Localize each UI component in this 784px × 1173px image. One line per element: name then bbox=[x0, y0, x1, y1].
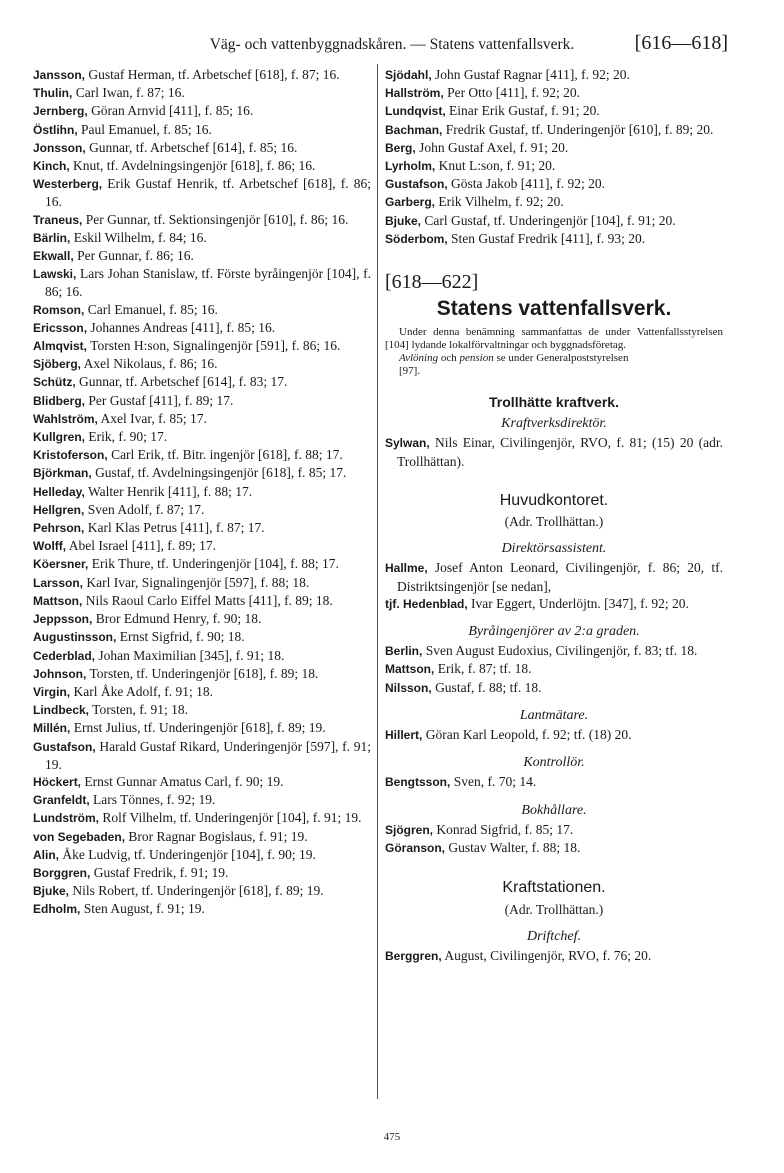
person-details: Göran Arnvid [411], f. 85; 16. bbox=[91, 103, 254, 119]
person-details: Knut L:son, f. 91; 20. bbox=[438, 158, 556, 174]
person-details: Bror Ragnar Bogislaus, f. 91; 19. bbox=[128, 828, 308, 844]
person-entry bbox=[33, 828, 371, 846]
person-name: Berggren, bbox=[385, 948, 442, 963]
person-entry bbox=[33, 719, 371, 737]
person-name: Jeppsson, bbox=[33, 612, 93, 627]
person-details: Josef Anton Leonard, Civilingenjör, f. 86; 20, tf. Distriktsingenjör [se nedan], bbox=[397, 560, 723, 594]
person-details: Rolf Vilhelm, tf. Underingenjör [104], f. 91; 19. bbox=[102, 810, 362, 826]
person-entry bbox=[33, 211, 371, 229]
page-header bbox=[0, 30, 784, 60]
person-entry bbox=[385, 559, 723, 594]
person-details: Erik Gustaf Henrik, tf. Arbetschef [618], f. 86; 16. bbox=[45, 176, 372, 210]
person-details: Åke Ludvig, tf. Underingenjör [104], f. 90; 19. bbox=[62, 846, 316, 862]
person-name: Edholm, bbox=[33, 902, 81, 917]
person-name: Westerberg, bbox=[33, 177, 103, 192]
person-name: Sjögren, bbox=[385, 822, 434, 837]
person-name: Bjuke, bbox=[385, 213, 422, 228]
section-range: [618—622] bbox=[385, 271, 479, 294]
role-kontrollor: Kontrollör. bbox=[523, 755, 585, 771]
person-name: Blidberg, bbox=[33, 393, 86, 408]
person-details: Nils Einar, Civilingenjör, RVO, f. 81; (15) 20 (adr. Trollhättan). bbox=[397, 435, 723, 469]
person-entry bbox=[33, 84, 371, 102]
person-name: Göranson, bbox=[385, 841, 446, 856]
person-details: Johannes Andreas [411], f. 85; 16. bbox=[90, 319, 276, 335]
role-bokhallare: Bokhållare. bbox=[521, 802, 587, 818]
person-name: Lawski, bbox=[33, 267, 77, 282]
person-details: Karl Åke Adolf, f. 91; 18. bbox=[73, 683, 213, 699]
person-details: Ivar Eggert, Underlöjtn. [347], f. 92; 20. bbox=[471, 595, 689, 611]
person-name: von Segebaden, bbox=[33, 829, 126, 844]
person-details: Nils Raoul Carlo Eiffel Matts [411], f. 89; 18. bbox=[85, 592, 333, 608]
person-entry bbox=[33, 301, 371, 319]
person-name: Larsson, bbox=[33, 575, 84, 590]
person-name: Ericsson, bbox=[33, 320, 88, 335]
entry-group bbox=[385, 947, 723, 965]
person-name: Wahlström, bbox=[33, 411, 98, 426]
person-details: John Gustaf Axel, f. 91; 20. bbox=[419, 139, 569, 155]
person-entry bbox=[385, 230, 723, 248]
person-details: Sven, f. 70; 14. bbox=[453, 774, 537, 790]
person-details: Carl Emanuel, f. 85; 16. bbox=[87, 301, 218, 317]
person-name: Berlin, bbox=[385, 644, 423, 659]
entry-group bbox=[385, 773, 723, 791]
person-details: Erik, f. 87; tf. 18. bbox=[437, 661, 532, 677]
person-details: Torsten H:son, Signalingenjör [591], f. 86; 16. bbox=[90, 338, 341, 354]
person-name: Traneus, bbox=[33, 212, 83, 227]
person-entry bbox=[33, 247, 371, 265]
person-name: Hillert, bbox=[385, 728, 423, 743]
person-details: Einar Erik Gustaf, f. 91; 20. bbox=[449, 103, 600, 119]
person-name: Lundström, bbox=[33, 811, 99, 826]
person-entry bbox=[33, 392, 371, 410]
person-entry bbox=[385, 193, 723, 211]
person-name: Ekwall, bbox=[33, 249, 74, 264]
person-entry bbox=[385, 642, 723, 660]
person-entry bbox=[385, 679, 723, 697]
person-details: John Gustaf Ragnar [411], f. 92; 20. bbox=[435, 67, 630, 82]
person-details: Erik, f. 90; 17. bbox=[88, 429, 168, 445]
person-details: Gustaf, tf. Avdelningsingenjör [618], f. 85; 17. bbox=[95, 465, 347, 481]
person-entry bbox=[33, 229, 371, 247]
role-driftchef: Driftchef. bbox=[526, 928, 582, 944]
person-name: Kristoferson, bbox=[33, 448, 108, 463]
person-name: Bachman, bbox=[385, 122, 443, 137]
person-details: Paul Emanuel, f. 85; 16. bbox=[81, 121, 212, 137]
note-pension: Avlöning och pension se under Generalpoststyrelsen [97]. bbox=[399, 352, 629, 378]
person-entry bbox=[33, 610, 371, 628]
person-details: Gunnar, tf. Arbetschef [614], f. 85; 16. bbox=[89, 139, 298, 155]
person-entry bbox=[385, 726, 723, 744]
person-details: Fredrik Gustaf, tf. Underingenjör [610], f. 89; 20. bbox=[445, 121, 714, 137]
person-details: Ernst Gunnar Amatus Carl, f. 90; 19. bbox=[84, 773, 284, 789]
person-entry bbox=[33, 665, 371, 683]
person-name: Jonsson, bbox=[33, 140, 86, 155]
person-details: Johan Maximilian [345], f. 91; 18. bbox=[98, 647, 285, 663]
person-name: Borggren, bbox=[33, 865, 91, 880]
person-entry bbox=[33, 647, 371, 665]
person-entry bbox=[33, 773, 371, 791]
person-name: Sylwan, bbox=[385, 436, 430, 451]
person-name: Bjuke, bbox=[33, 884, 70, 899]
person-entry bbox=[385, 175, 723, 193]
person-name: Nilsson, bbox=[385, 680, 432, 695]
person-details: Nils Robert, tf. Underingenjör [618], f. 89; 19. bbox=[72, 883, 324, 899]
entry-group bbox=[385, 642, 723, 697]
person-details: Carl Gustaf, tf. Underingenjör [104], f. 91; 20. bbox=[424, 212, 676, 228]
person-name: Johnson, bbox=[33, 666, 87, 681]
person-details: Sten Gustaf Fredrik [411], f. 93; 20. bbox=[451, 230, 646, 246]
person-entry bbox=[33, 265, 371, 300]
person-entry bbox=[385, 660, 723, 678]
person-entry bbox=[33, 501, 371, 519]
right-column bbox=[385, 66, 723, 965]
entry-list-continued bbox=[385, 66, 723, 248]
person-details: Per Gunnar, f. 86; 16. bbox=[77, 248, 194, 264]
person-entry bbox=[33, 882, 371, 900]
person-details: Gustav Walter, f. 88; 18. bbox=[448, 840, 581, 856]
person-name: Hallme, bbox=[385, 561, 428, 576]
person-details: Göran Karl Leopold, f. 92; tf. (18) 20. bbox=[425, 727, 632, 743]
note-main: Under denna benämning sammanfattas de under Vattenfallsstyrelsen [104] lydande lokalförvaltningar och byggnadsföretag. bbox=[385, 326, 723, 352]
person-entry bbox=[33, 519, 371, 537]
person-details: Karl Klas Petrus [411], f. 87; 17. bbox=[87, 520, 265, 536]
role-lantmatare: Lantmätare. bbox=[519, 707, 589, 723]
person-details: Torsten, f. 91; 18. bbox=[92, 702, 188, 718]
person-entry bbox=[33, 628, 371, 646]
person-entry bbox=[385, 139, 723, 157]
entry-group bbox=[385, 821, 723, 857]
person-details: Gustaf Fredrik, f. 91; 19. bbox=[93, 864, 229, 880]
person-entry bbox=[385, 66, 723, 84]
person-details: Per Otto [411], f. 92; 20. bbox=[447, 85, 581, 101]
person-details: Erik Vilhelm, f. 92; 20. bbox=[438, 194, 564, 210]
person-entry bbox=[385, 102, 723, 120]
role-kraftverksdirektor: Kraftverksdirektör. bbox=[501, 416, 607, 432]
person-details: Axel Nikolaus, f. 86; 16. bbox=[83, 356, 218, 372]
running-title: Väg- och vattenbyggnadskåren. — Statens vattenfallsverk. bbox=[209, 36, 575, 53]
person-name: Alin, bbox=[33, 847, 59, 862]
person-entry bbox=[33, 900, 371, 918]
person-entry bbox=[33, 846, 371, 864]
person-name: Gustafson, bbox=[33, 739, 96, 754]
person-name: Wolff, bbox=[33, 539, 67, 554]
person-entry bbox=[385, 157, 723, 175]
person-details: Lars Johan Stanislaw, tf. Förste byråingenjör [104], f. 86; 16. bbox=[45, 266, 371, 300]
person-entry bbox=[385, 839, 723, 857]
role-direktorsassistent: Direktörsassistent. bbox=[501, 541, 607, 557]
address-kraftstationen: (Adr. Trollhättan.) bbox=[504, 901, 604, 917]
person-name: Sjödahl, bbox=[385, 68, 432, 82]
person-name: Granfeldt, bbox=[33, 793, 90, 808]
office-huvudkontoret: Huvudkontoret. bbox=[499, 491, 609, 509]
person-details: Sten August, f. 91; 19. bbox=[83, 901, 205, 917]
person-details: Konrad Sigfrid, f. 85; 17. bbox=[436, 821, 574, 837]
person-entry bbox=[385, 947, 723, 965]
person-name: Lindbeck, bbox=[33, 703, 90, 718]
person-name: Lundqvist, bbox=[385, 104, 446, 119]
person-entry bbox=[33, 102, 371, 120]
person-details: Karl Ivar, Signalingenjör [597], f. 88; 18. bbox=[86, 574, 310, 590]
person-name: Bengtsson, bbox=[385, 775, 451, 790]
person-entry bbox=[33, 864, 371, 882]
person-entry bbox=[33, 446, 371, 464]
office-kraftstationen: Kraftstationen. bbox=[502, 879, 606, 897]
person-name: Hallström, bbox=[385, 86, 444, 101]
trollhatte-title: Trollhätte kraftverk. bbox=[489, 394, 619, 411]
person-entry bbox=[385, 434, 723, 469]
person-entry bbox=[33, 157, 371, 175]
person-details: Erik Thure, tf. Underingenjör [104], f. 88; 17. bbox=[91, 556, 339, 572]
entry-group bbox=[385, 726, 723, 744]
person-name: Augustinsson, bbox=[33, 630, 117, 645]
person-entry bbox=[33, 175, 371, 210]
person-name: Thulin, bbox=[33, 86, 73, 101]
person-details: Abel Israel [411], f. 89; 17. bbox=[68, 538, 216, 554]
person-name: Kullgren, bbox=[33, 430, 86, 445]
person-details: Walter Henrik [411], f. 88; 17. bbox=[87, 483, 253, 499]
person-details: Ernst Sigfrid, f. 90; 18. bbox=[119, 629, 245, 645]
person-details: Per Gunnar, tf. Sektionsingenjör [610], f. 86; 16. bbox=[85, 211, 349, 227]
person-name: Berg, bbox=[385, 140, 416, 155]
person-details: Torsten, tf. Underingenjör [618], f. 89; 18. bbox=[89, 665, 319, 681]
person-name: Hellgren, bbox=[33, 502, 85, 517]
person-entry bbox=[33, 483, 371, 501]
person-details: Bror Edmund Henry, f. 90; 18. bbox=[95, 611, 262, 627]
person-entry bbox=[33, 464, 371, 482]
section-note bbox=[385, 326, 723, 378]
person-entry bbox=[33, 355, 371, 373]
person-details: Sven Adolf, f. 87; 17. bbox=[87, 501, 205, 517]
person-entry bbox=[33, 319, 371, 337]
column-divider bbox=[377, 64, 378, 1099]
person-entry bbox=[33, 121, 371, 139]
person-entry bbox=[33, 555, 371, 573]
person-entry bbox=[33, 537, 371, 555]
person-name: Lyrholm, bbox=[385, 159, 436, 174]
person-entry bbox=[33, 373, 371, 391]
person-name: Kinch, bbox=[33, 159, 70, 174]
person-details: Carl Erik, tf. Bitr. ingenjör [618], f. 88; 17. bbox=[111, 447, 343, 463]
person-details: Lars Tönnes, f. 92; 19. bbox=[93, 792, 216, 808]
person-name: Höckert, bbox=[33, 774, 82, 789]
person-entry bbox=[385, 84, 723, 102]
page-range: [616—618] bbox=[634, 32, 728, 54]
person-name: Björkman, bbox=[33, 466, 92, 481]
person-entry bbox=[385, 121, 723, 139]
person-details: August, Civilingenjör, RVO, f. 76; 20. bbox=[444, 947, 652, 963]
person-details: Gustaf, f. 88; tf. 18. bbox=[435, 679, 542, 695]
person-entry bbox=[33, 791, 371, 809]
page-number: 475 bbox=[383, 1131, 401, 1143]
section-title: Statens vattenfallsverk. bbox=[436, 297, 672, 321]
person-details: Sven August Eudoxius, Civilingenjör, f. 83; tf. 18. bbox=[425, 643, 698, 659]
person-name: Pehrson, bbox=[33, 521, 85, 536]
person-name: Östlihn, bbox=[33, 122, 78, 137]
person-name: Cederblad, bbox=[33, 648, 96, 663]
person-details: Axel Ivar, f. 85; 17. bbox=[100, 410, 207, 426]
person-name: Garberg, bbox=[385, 195, 436, 210]
person-entry bbox=[385, 821, 723, 839]
person-name: Gustafson, bbox=[385, 177, 448, 192]
person-entry bbox=[33, 592, 371, 610]
person-entry bbox=[33, 809, 371, 827]
person-entry bbox=[33, 139, 371, 157]
person-name: Romson, bbox=[33, 302, 85, 317]
person-entry bbox=[385, 212, 723, 230]
person-details: Gunnar, tf. Arbetschef [614], f. 83; 17. bbox=[79, 374, 288, 390]
person-entry bbox=[33, 428, 371, 446]
person-name: Jernberg, bbox=[33, 104, 88, 119]
person-name: Schütz, bbox=[33, 375, 76, 390]
person-entry bbox=[33, 337, 371, 355]
person-name: tjf. Hedenblad, bbox=[385, 596, 468, 611]
entry-group bbox=[385, 434, 723, 469]
person-details: Ernst Julius, tf. Underingenjör [618], f. 89; 19. bbox=[73, 720, 326, 736]
person-details: Gösta Jakob [411], f. 92; 20. bbox=[451, 176, 606, 192]
person-name: Almqvist, bbox=[33, 339, 88, 354]
person-name: Mattson, bbox=[385, 662, 435, 677]
person-name: Köersner, bbox=[33, 557, 89, 572]
person-name: Helleday, bbox=[33, 484, 85, 499]
person-name: Millén, bbox=[33, 721, 71, 736]
person-entry bbox=[385, 773, 723, 791]
person-entry bbox=[385, 595, 723, 613]
person-entry bbox=[33, 410, 371, 428]
person-entry bbox=[33, 574, 371, 592]
person-details: Harald Gustaf Rikard, Underingenjör [597], f. 91; 19. bbox=[45, 738, 371, 772]
person-details: Eskil Wilhelm, f. 84; 16. bbox=[73, 229, 207, 245]
person-name: Mattson, bbox=[33, 593, 83, 608]
person-name: Jansson, bbox=[33, 68, 86, 82]
person-name: Virgin, bbox=[33, 684, 71, 699]
person-entry bbox=[33, 66, 371, 84]
person-entry bbox=[33, 683, 371, 701]
left-column bbox=[33, 66, 371, 919]
address-huvudkontoret: (Adr. Trollhättan.) bbox=[504, 514, 604, 530]
entry-group bbox=[385, 559, 723, 613]
role-byraingenjorer: Byråingenjörer av 2:a graden. bbox=[468, 624, 640, 640]
person-details: Knut, tf. Avdelningsingenjör [618], f. 86; 16. bbox=[73, 158, 316, 174]
person-details: Gustaf Herman, tf. Arbetschef [618], f. 87; 16. bbox=[88, 67, 340, 82]
person-details: Per Gustaf [411], f. 89; 17. bbox=[88, 392, 234, 408]
person-details: Carl Iwan, f. 87; 16. bbox=[75, 85, 185, 101]
person-name: Sjöberg, bbox=[33, 357, 82, 372]
person-name: Bärlin, bbox=[33, 230, 71, 245]
person-entry bbox=[33, 701, 371, 719]
person-entry bbox=[33, 738, 371, 773]
person-name: Söderbom, bbox=[385, 231, 448, 246]
